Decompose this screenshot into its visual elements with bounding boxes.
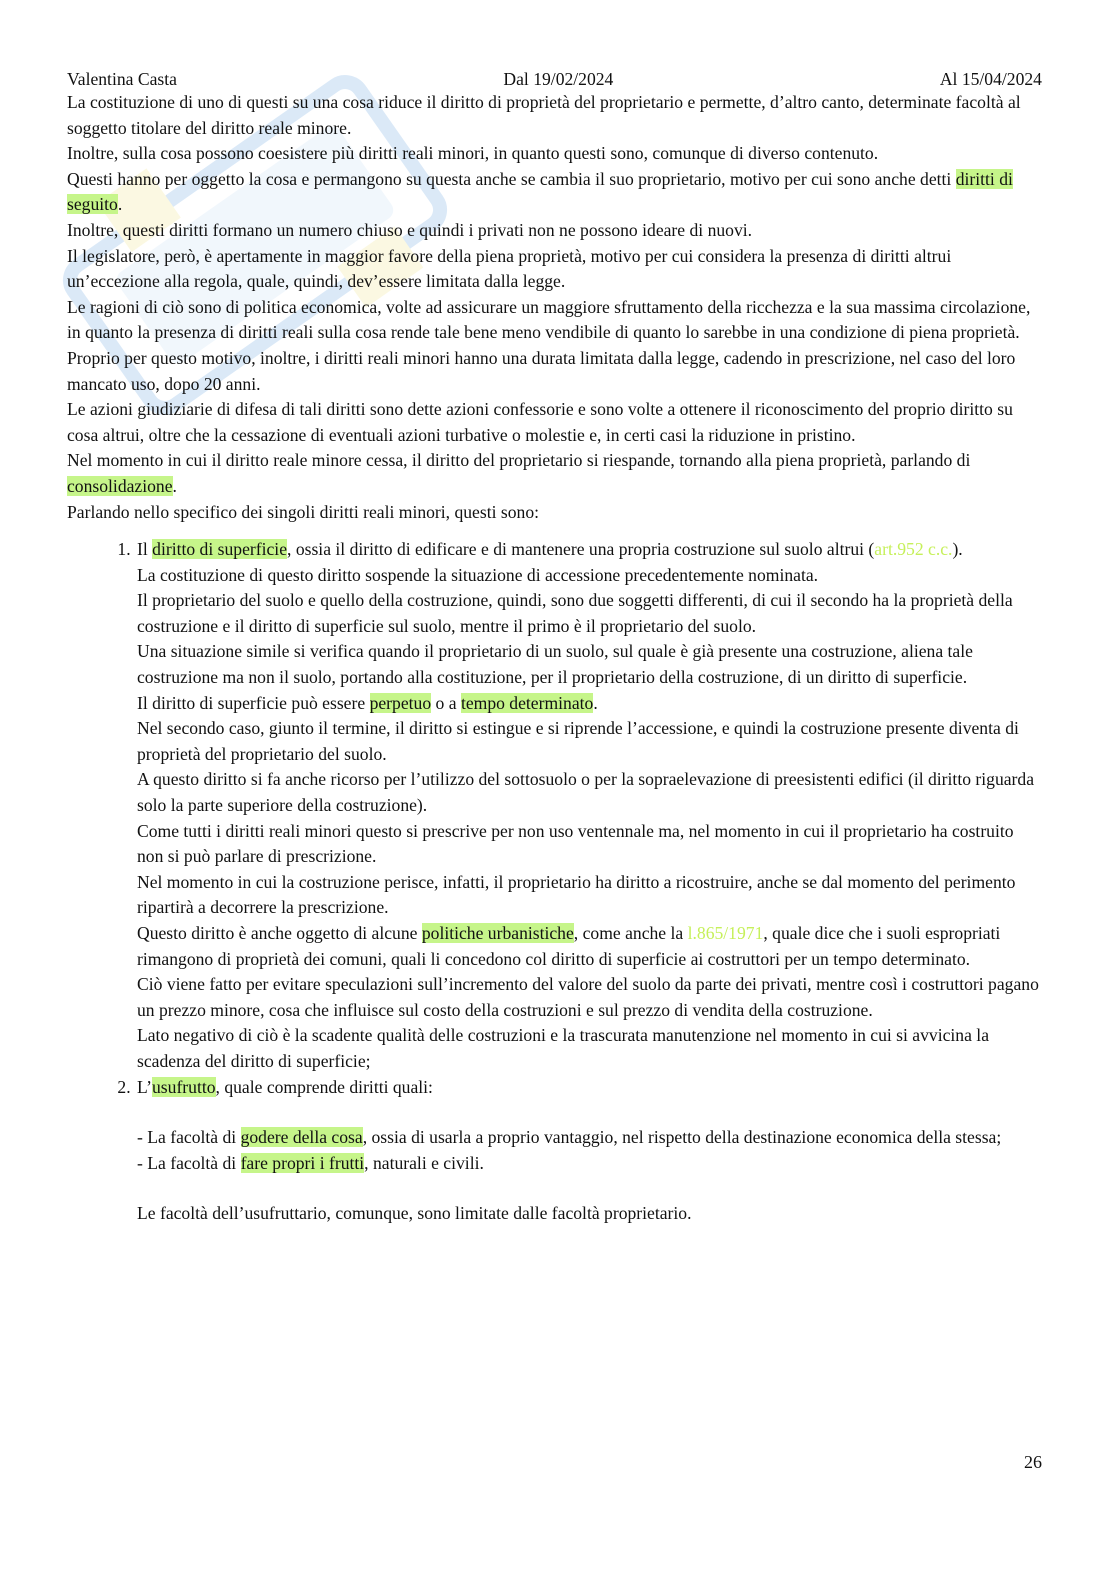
text-run: . (117, 194, 123, 215)
text-run: - La facoltà di (137, 1152, 241, 1173)
paragraph: Come tutti i diritti reali minori questo si prescrive per non uso ventennale ma, nel momento in cui il proprietario ha costruito non si può parlare di prescrizione. (137, 820, 1014, 867)
text-run: Il (137, 539, 153, 560)
header-author: Valentina Casta (67, 69, 177, 89)
highlighted-term: fare propri i frutti (240, 1152, 365, 1173)
text-run: o a (431, 692, 461, 713)
paragraph (137, 921, 1042, 972)
text-run: Questi hanno per oggetto la cosa e permangono su questa anche se cambia il suo proprietario, motivo per cui sono anche detti (67, 168, 956, 189)
list-item (135, 1075, 1042, 1227)
paragraph: Proprio per questo motivo, inoltre, i diritti reali minori hanno una durata limitata dalla legge, cadendo in prescrizione, nel caso del loro mancato uso, dopo 20 anni. (67, 347, 1016, 394)
highlighted-term: consolidazione (67, 475, 173, 496)
paragraph (137, 1151, 1042, 1177)
paragraph: Il proprietario del suolo e quello della costruzione, quindi, sono due soggetti differenti, di cui il secondo ha la proprietà della costruzione e il diritto di superficie sul suolo, mentre il primo è il proprietario del suolo. (137, 590, 1013, 636)
highlighted-term: perpetuo (369, 692, 432, 713)
paragraph: Inoltre, questi diritti formano un numero chiuso e quindi i privati non ne possono ideare di nuovi. (67, 219, 753, 240)
text-run: , ossia il diritto di edificare e di mantenere una propria costruzione sul suolo altrui ( (287, 539, 875, 560)
text-run: , naturali e civili. (364, 1152, 484, 1173)
highlighted-term: politiche urbanistiche (421, 923, 574, 943)
text-run: Nel momento in cui il diritto reale minore cessa, il diritto del proprietario si riespande, tornando alla piena proprietà, parlando di (67, 450, 971, 471)
text-run: - La facoltà di (137, 1127, 241, 1148)
text-run: , quale dice che i suoli espropriati rimangono di proprietà dei comuni, quali li concedono col diritto di superficie ai costruttori per un tempo determinato. (137, 923, 1001, 969)
spacer (137, 1100, 1042, 1125)
highlighted-term: diritto di superficie (152, 539, 288, 560)
text-run: Questo diritto è anche oggetto di alcune (137, 923, 422, 943)
paragraph: Inoltre, sulla cosa possono coesistere più diritti reali minori, in quanto questi sono, comunque di diverso contenuto. (67, 143, 879, 164)
paragraph: Nel secondo caso, giunto il termine, il diritto si estingue e si riprende l’accessione, e quindi la costruzione presente diventa di proprietà del proprietario del suolo. (137, 718, 1019, 764)
highlighted-term: godere della cosa (240, 1127, 363, 1148)
paragraph: Ciò viene fatto per evitare speculazioni sull’incremento del valore del suolo da parte dei privati, mentre così i costruttori pagano un prezzo minore, cosa che influisce sul costo della costruzioni e sul prezzo di vendita della costruzione. (137, 974, 1039, 1020)
law-reference: art.952 c.c. (874, 539, 953, 560)
paragraph: La costituzione di uno di questi su una cosa riduce il diritto di proprietà del proprietario e permette, d’altro canto, determinate facoltà al soggetto titolare del diritto reale minore. (67, 92, 1021, 138)
highlighted-term: diritti di seguito (67, 168, 1013, 215)
rights-list (67, 537, 1042, 1227)
paragraph: Il legislatore, però, è apertamente in maggior favore della piena proprietà, motivo per cui considera la presenza di diritti altrui un’eccezione alla regola, quale, quindi, dev’essere limitata dalla legge. (67, 245, 952, 292)
paragraph (67, 167, 1042, 218)
text-run: ). (952, 539, 963, 560)
paragraph: A questo diritto si fa anche ricorso per l’utilizzo del sottosuolo o per la sopraelevazione di preesistenti edifici (il diritto riguarda solo la parte superiore della costruzione). (137, 769, 1035, 816)
paragraph: Nel momento in cui la costruzione perisce, infatti, il proprietario ha diritto a ricostruire, anche se dal momento del perimento ripartirà a decorrere la prescrizione. (137, 871, 1016, 918)
paragraph: Le facoltà dell’usufruttario, comunque, sono limitate dalle facoltà proprietario. (137, 1203, 692, 1224)
highlighted-term: tempo determinato (460, 692, 594, 713)
page-number: 26 (1024, 1452, 1042, 1472)
paragraph (137, 691, 1042, 717)
paragraph: La costituzione di questo diritto sospende la situazione di accessione precedentemente nominata. (137, 564, 819, 585)
paragraph: Le ragioni di ciò sono di politica economica, volte ad assicurare un maggiore sfruttamento della ricchezza e la sua massima circolazione, in quanto la presenza di diritti reali sulla cosa rende tale bene meno vendibile di quanto lo sarebbe in una condizione di piena proprietà. (67, 296, 1031, 343)
text-run: L’ (137, 1076, 152, 1097)
highlighted-term: usufrutto (152, 1076, 216, 1097)
document-page (67, 64, 1042, 1227)
text-run: , ossia di usarla a proprio vantaggio, nel rispetto della destinazione economica della stessa; (362, 1127, 1002, 1148)
paragraph: Le azioni giudiziarie di difesa di tali diritti sono dette azioni confessorie e sono volte a ottenere il riconoscimento del proprio diritto su cosa altrui, oltre che la cessazione di eventuali azioni turbative o molestie e, in certi casi la riduzione in pristino. (67, 399, 1013, 445)
paragraph: Una situazione simile si verifica quando il proprietario di un suolo, sul quale è già presente una costruzione, aliena tale costruzione ma non il suolo, portando alla costituzione, per il proprietario della costruzione, di un diritto di superficie. (137, 641, 973, 688)
paragraph (67, 448, 1042, 499)
paragraph (137, 1125, 1042, 1151)
header-date-to: Al 15/04/2024 (939, 69, 1042, 89)
item-lead (137, 1075, 1042, 1101)
text-run: . (593, 692, 598, 713)
spacer (137, 1176, 1042, 1201)
text-run: , quale comprende diritti quali: (215, 1076, 433, 1097)
paragraph: Parlando nello specifico dei singoli diritti reali minori, questi sono: (67, 501, 540, 522)
text-run: , come anche la (573, 923, 688, 943)
paragraph: Lato negativo di ciò è la scadente qualità delle costruzioni e la trascurata manutenzione nel momento in cui si avvicina la scadenza del diritto di superficie; (137, 1025, 989, 1071)
text-run: . (172, 475, 177, 496)
header-date-from: Dal 19/02/2024 (503, 69, 614, 89)
text-run: Il diritto di superficie può essere (137, 692, 370, 713)
law-reference: l.865/1971 (687, 923, 764, 943)
list-item (135, 537, 1042, 1074)
item-lead (137, 537, 1042, 563)
